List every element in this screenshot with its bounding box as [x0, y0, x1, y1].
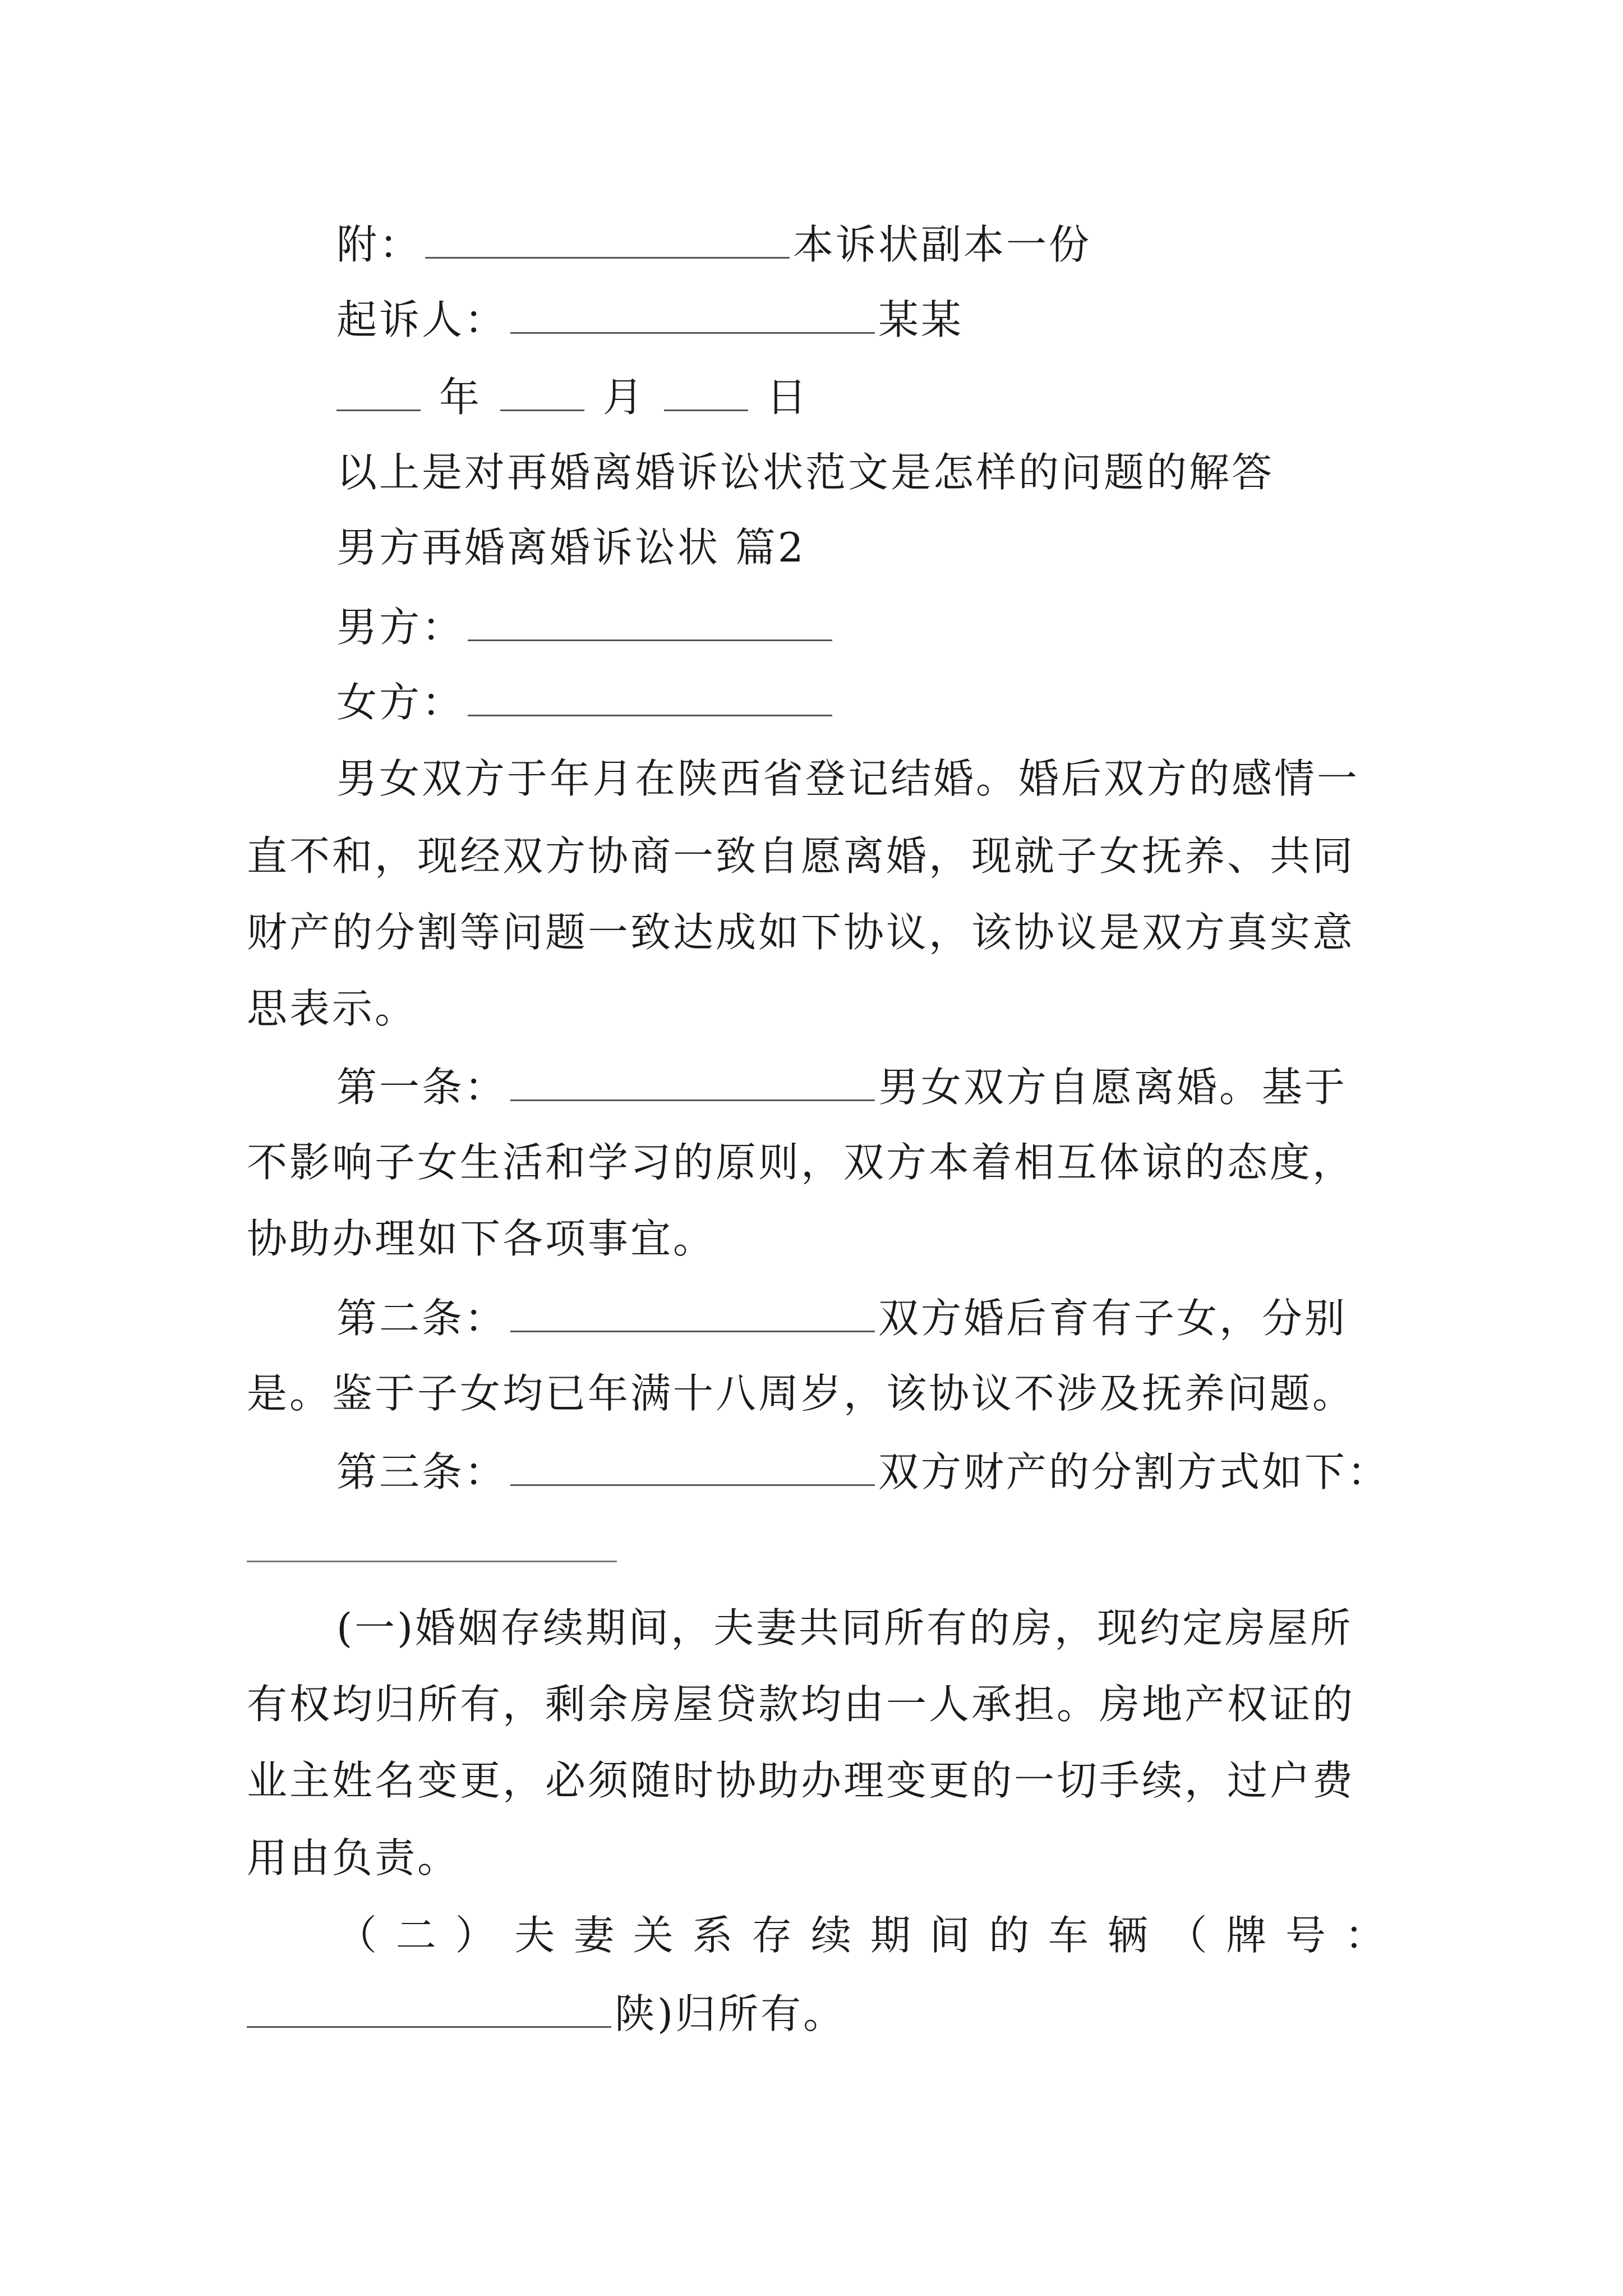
- paragraph-line: 思表示。: [247, 985, 418, 1032]
- section-heading: 男方再婚离婚诉讼状 篇2: [336, 524, 806, 571]
- blank-field: [510, 1297, 875, 1332]
- attachment-line: [336, 221, 1391, 268]
- date-year-label: 年: [439, 374, 482, 421]
- vehicle-clause-line: [336, 1912, 1385, 1959]
- blank-field: [336, 376, 421, 411]
- attachment-text: 本诉状副本一份: [793, 221, 1092, 268]
- char: 妻: [574, 1912, 615, 1959]
- blank-field: [510, 1066, 875, 1101]
- char: ：: [1344, 1912, 1385, 1959]
- paragraph-line: 是。鉴于子女均已年满十八周岁，该协议不涉及抚养问题。: [247, 1370, 1355, 1417]
- paragraph-line: 用由负责。: [247, 1834, 460, 1881]
- date-month-label: 月: [602, 374, 645, 421]
- char: 续: [811, 1912, 852, 1959]
- char: 间: [929, 1912, 970, 1959]
- vehicle-ownership-text: 陕)归所有。: [615, 1990, 846, 2037]
- blank-field: [468, 681, 832, 716]
- article-3-text: 双方财产的分割方式如下：: [878, 1448, 1390, 1496]
- article-1-text: 男女双方自愿离婚。基于: [878, 1064, 1348, 1111]
- female-party-label: 女方：: [336, 679, 465, 726]
- blank-rule: [247, 1561, 617, 1562]
- paragraph-line: 直不和，现经双方协商一致自愿离婚，现就子女抚养、共同: [247, 832, 1355, 880]
- char: 二: [395, 1912, 436, 1959]
- char: 车: [1048, 1912, 1089, 1959]
- paragraph-line: 协助办理如下各项事宜。: [247, 1215, 716, 1262]
- article-1-label: 第一条：: [336, 1064, 508, 1111]
- male-party-label: 男方：: [336, 604, 465, 651]
- char: 的: [989, 1912, 1030, 1959]
- attachment-label: 附：: [336, 221, 422, 268]
- male-party-line: [336, 604, 1391, 651]
- char: ）: [455, 1912, 496, 1959]
- blank-field: [664, 376, 748, 411]
- char: 系: [692, 1912, 733, 1959]
- char: 辆: [1107, 1912, 1148, 1959]
- plaintiff-name: 某某: [878, 296, 964, 343]
- article-2-text: 双方婚后育有子女，分别: [878, 1295, 1348, 1342]
- article-2-label: 第二条：: [336, 1295, 508, 1342]
- plaintiff-line: [336, 296, 1391, 343]
- char: 期: [870, 1912, 911, 1959]
- blank-field: [510, 1451, 875, 1486]
- article-3-line: [336, 1448, 1391, 1496]
- char: （: [1166, 1912, 1207, 1959]
- female-party-line: [336, 679, 1391, 726]
- blank-field: [247, 1993, 611, 2028]
- paragraph-line: 业主姓名变更，必须随时协助办理变更的一切手续，过户费: [247, 1757, 1355, 1804]
- blank-field: [425, 223, 790, 259]
- article-3-label: 第三条：: [336, 1448, 508, 1496]
- blank-field: [468, 606, 832, 641]
- vehicle-clause-line-2: [247, 1990, 1385, 2037]
- blank-field: [500, 376, 584, 411]
- char: （: [336, 1912, 377, 1959]
- char: 号: [1285, 1912, 1326, 1959]
- date-line: [336, 374, 1391, 421]
- paragraph-line: 不影响子女生活和学习的原则，双方本着相互体谅的态度，: [247, 1139, 1355, 1186]
- article-1-line: [336, 1064, 1391, 1111]
- char: 牌: [1226, 1912, 1267, 1959]
- char: 存: [751, 1912, 792, 1959]
- paragraph-line: 有权均归所有，剩余房屋贷款均由一人承担。房地产权证的: [247, 1681, 1355, 1728]
- date-day-label: 日: [766, 374, 809, 421]
- paragraph-line: 财产的分割等问题一致达成如下协议，该协议是双方真实意: [247, 909, 1355, 956]
- blank-field: [510, 298, 875, 334]
- char: 夫: [514, 1912, 555, 1959]
- article-2-line: [336, 1295, 1391, 1342]
- paragraph-line: 男女双方于年月在陕西省登记结婚。婚后双方的感情一: [336, 755, 1360, 802]
- summary-line: 以上是对再婚离婚诉讼状范文是怎样的问题的解答: [336, 449, 1275, 496]
- plaintiff-label: 起诉人：: [336, 296, 508, 343]
- paragraph-line: (一)婚姻存续期间，夫妻共同所有的房，现约定房屋所: [336, 1604, 1353, 1651]
- char: 关: [633, 1912, 674, 1959]
